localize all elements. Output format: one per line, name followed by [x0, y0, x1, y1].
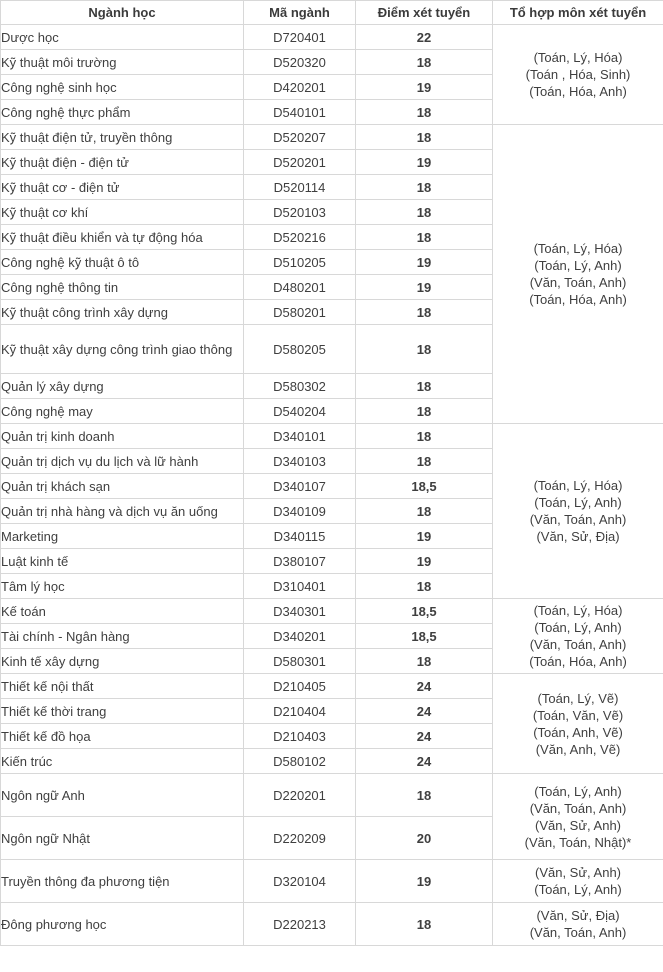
cell-major-code: D540101 — [244, 100, 356, 125]
column-header-major: Ngành học — [1, 1, 244, 25]
subject-combination-line: (Toán, Lý, Hóa) — [533, 50, 623, 65]
subject-combination-line: (Toán, Lý, Anh) — [534, 783, 622, 799]
cell-admission-score: 19 — [356, 549, 493, 574]
cell-admission-score: 18 — [356, 325, 493, 374]
cell-major-name: Kỹ thuật cơ khí — [1, 200, 244, 225]
subject-combination-line: (Toán, Lý, Anh) — [534, 620, 622, 635]
cell-major-name: Quản lý xây dựng — [1, 374, 244, 399]
subject-combination-line: (Văn, Toán, Anh) — [529, 275, 627, 290]
cell-major-code: D340115 — [244, 524, 356, 549]
subject-combination-line: (Toán, Hóa, Anh) — [529, 84, 627, 99]
cell-major-name: Công nghệ thông tin — [1, 275, 244, 300]
cell-major-name: Thiết kế thời trang — [1, 699, 244, 724]
cell-admission-score: 19 — [356, 524, 493, 549]
subject-combination-line: (Toán, Hóa, Anh) — [529, 654, 627, 669]
cell-major-code: D580205 — [244, 325, 356, 374]
cell-major-name: Kỹ thuật điện - điện tử — [1, 150, 244, 175]
cell-major-name: Công nghệ may — [1, 399, 244, 424]
cell-major-name: Thiết kế nội thất — [1, 674, 244, 699]
subject-combination-line: (Toán, Lý, Hóa) — [533, 603, 623, 618]
column-header-combination: Tổ hợp môn xét tuyển — [493, 1, 663, 25]
table-body — [1, 25, 663, 946]
cell-major-code: D520207 — [244, 125, 356, 150]
cell-major-name: Marketing — [1, 524, 244, 549]
cell-major-name: Ngôn ngữ Nhật — [1, 817, 244, 860]
subject-combination-line: (Văn, Sử, Anh) — [534, 865, 622, 880]
subject-combination-line: (Toán, Hóa, Anh) — [529, 292, 627, 307]
cell-major-code: D210404 — [244, 699, 356, 724]
subject-combination-line: (Toán, Lý, Anh) — [534, 882, 622, 897]
cell-admission-score: 18 — [356, 100, 493, 125]
subject-combination-line: (Văn, Toán, Nhật)* — [524, 834, 632, 850]
cell-major-name: Quản trị nhà hàng và dịch vụ ăn uống — [1, 499, 244, 524]
cell-major-name: Đông phương học — [1, 903, 244, 946]
table-row — [1, 125, 663, 150]
table-row — [1, 860, 663, 903]
table-row — [1, 674, 663, 699]
cell-major-name: Kỹ thuật điều khiển và tự động hóa — [1, 225, 244, 250]
cell-major-code: D340101 — [244, 424, 356, 449]
cell-major-name: Quản trị dịch vụ du lịch và lữ hành — [1, 449, 244, 474]
table-header — [1, 1, 663, 25]
cell-admission-score: 18 — [356, 399, 493, 424]
cell-major-code: D340103 — [244, 449, 356, 474]
cell-major-name: Công nghệ kỹ thuật ô tô — [1, 250, 244, 275]
subject-combination-line: (Văn, Toán, Anh) — [529, 637, 627, 652]
cell-major-name: Truyền thông đa phương tiện — [1, 860, 244, 903]
table-row — [1, 903, 663, 946]
cell-admission-score: 18 — [356, 649, 493, 674]
cell-major-name: Luật kinh tế — [1, 549, 244, 574]
cell-major-code: D580102 — [244, 749, 356, 774]
column-header-code: Mã ngành — [244, 1, 356, 25]
table-row — [1, 25, 663, 50]
subject-combination-line: (Văn, Toán, Anh) — [529, 800, 627, 816]
cell-major-name: Kế toán — [1, 599, 244, 624]
cell-admission-score: 18 — [356, 574, 493, 599]
cell-major-code: D580302 — [244, 374, 356, 399]
cell-major-code: D340109 — [244, 499, 356, 524]
cell-major-code: D520201 — [244, 150, 356, 175]
cell-major-name: Quản trị khách sạn — [1, 474, 244, 499]
cell-major-name: Kỹ thuật điện tử, truyền thông — [1, 125, 244, 150]
cell-major-name: Tài chính - Ngân hàng — [1, 624, 244, 649]
cell-admission-score: 18 — [356, 175, 493, 200]
cell-major-code: D380107 — [244, 549, 356, 574]
cell-major-code: D540204 — [244, 399, 356, 424]
cell-admission-score: 18 — [356, 449, 493, 474]
cell-major-code: D320104 — [244, 860, 356, 903]
cell-admission-score: 18 — [356, 125, 493, 150]
cell-admission-score: 18,5 — [356, 474, 493, 499]
cell-admission-score: 22 — [356, 25, 493, 50]
subject-combination-line: (Toán, Lý, Anh) — [534, 258, 622, 273]
cell-major-name: Kỹ thuật môi trường — [1, 50, 244, 75]
cell-admission-score: 18,5 — [356, 624, 493, 649]
cell-admission-score: 19 — [356, 860, 493, 903]
cell-admission-score: 19 — [356, 250, 493, 275]
cell-admission-score: 24 — [356, 749, 493, 774]
cell-admission-score: 18 — [356, 200, 493, 225]
cell-major-code: D510205 — [244, 250, 356, 275]
cell-major-code: D340301 — [244, 599, 356, 624]
cell-major-name: Tâm lý học — [1, 574, 244, 599]
subject-combination-line: (Văn, Anh, Vẽ) — [535, 741, 621, 757]
table-row — [1, 774, 663, 817]
cell-subject-combination — [493, 674, 663, 774]
cell-admission-score: 18 — [356, 424, 493, 449]
cell-major-name: Dược học — [1, 25, 244, 50]
cell-admission-score: 18 — [356, 774, 493, 817]
cell-subject-combination — [493, 424, 663, 599]
cell-major-code: D340201 — [244, 624, 356, 649]
cell-major-code: D580201 — [244, 300, 356, 325]
cell-major-code: D220209 — [244, 817, 356, 860]
subject-combination-line: (Văn, Toán, Anh) — [529, 925, 627, 940]
cell-major-code: D520103 — [244, 200, 356, 225]
table-row — [1, 599, 663, 624]
column-header-score: Điểm xét tuyển — [356, 1, 493, 25]
cell-subject-combination — [493, 599, 663, 674]
cell-subject-combination — [493, 774, 663, 860]
cell-major-code: D520216 — [244, 225, 356, 250]
cell-major-code: D480201 — [244, 275, 356, 300]
cell-admission-score: 18 — [356, 300, 493, 325]
cell-major-code: D520114 — [244, 175, 356, 200]
cell-major-code: D220201 — [244, 774, 356, 817]
cell-major-name: Kỹ thuật công trình xây dựng — [1, 300, 244, 325]
cell-major-code: D210405 — [244, 674, 356, 699]
cell-major-name: Kinh tế xây dựng — [1, 649, 244, 674]
cell-admission-score: 24 — [356, 674, 493, 699]
cell-admission-score: 18 — [356, 50, 493, 75]
cell-admission-score: 24 — [356, 699, 493, 724]
cell-major-name: Công nghệ thực phẩm — [1, 100, 244, 125]
cell-major-code: D220213 — [244, 903, 356, 946]
cell-admission-score: 18 — [356, 499, 493, 524]
cell-major-code: D310401 — [244, 574, 356, 599]
cell-admission-score: 19 — [356, 150, 493, 175]
cell-major-code: D210403 — [244, 724, 356, 749]
cell-admission-score: 20 — [356, 817, 493, 860]
subject-combination-line: (Toán , Hóa, Sinh) — [525, 67, 631, 82]
subject-combination-line: (Toán, Lý, Hóa) — [533, 478, 623, 493]
cell-admission-score: 18 — [356, 903, 493, 946]
cell-subject-combination — [493, 903, 663, 946]
cell-subject-combination — [493, 25, 663, 125]
cell-admission-score: 18 — [356, 225, 493, 250]
subject-combination-line: (Toán, Anh, Vẽ) — [533, 724, 623, 740]
subject-combination-line: (Văn, Toán, Anh) — [529, 512, 627, 527]
cell-major-name: Kỹ thuật xây dựng công trình giao thông — [1, 325, 244, 374]
cell-major-name: Kỹ thuật cơ - điện tử — [1, 175, 244, 200]
cell-major-name: Quản trị kinh doanh — [1, 424, 244, 449]
subject-combination-line: (Toán, Lý, Anh) — [534, 495, 622, 510]
cell-major-code: D340107 — [244, 474, 356, 499]
table-header-row — [1, 1, 663, 25]
cell-major-name: Kiến trúc — [1, 749, 244, 774]
cell-major-name: Ngôn ngữ Anh — [1, 774, 244, 817]
subject-combination-line: (Toán, Lý, Hóa) — [533, 241, 623, 256]
subject-combination-line: (Toán, Văn, Vẽ) — [532, 707, 624, 723]
subject-combination-line: (Văn, Sử, Địa) — [536, 529, 620, 544]
cell-major-code: D520320 — [244, 50, 356, 75]
cell-admission-score: 18,5 — [356, 599, 493, 624]
cell-admission-score: 24 — [356, 724, 493, 749]
subject-combination-line: (Toán, Lý, Vẽ) — [537, 690, 619, 706]
cell-major-name: Thiết kế đồ họa — [1, 724, 244, 749]
cell-major-code: D420201 — [244, 75, 356, 100]
cell-admission-score: 19 — [356, 275, 493, 300]
cell-major-code: D720401 — [244, 25, 356, 50]
cell-subject-combination — [493, 860, 663, 903]
table-row — [1, 424, 663, 449]
cell-major-name: Công nghệ sinh học — [1, 75, 244, 100]
cell-admission-score: 18 — [356, 374, 493, 399]
cell-subject-combination — [493, 125, 663, 424]
subject-combination-line: (Văn, Sử, Địa) — [536, 908, 620, 923]
cell-admission-score: 19 — [356, 75, 493, 100]
subject-combination-line: (Văn, Sử, Anh) — [534, 817, 622, 833]
cell-major-code: D580301 — [244, 649, 356, 674]
